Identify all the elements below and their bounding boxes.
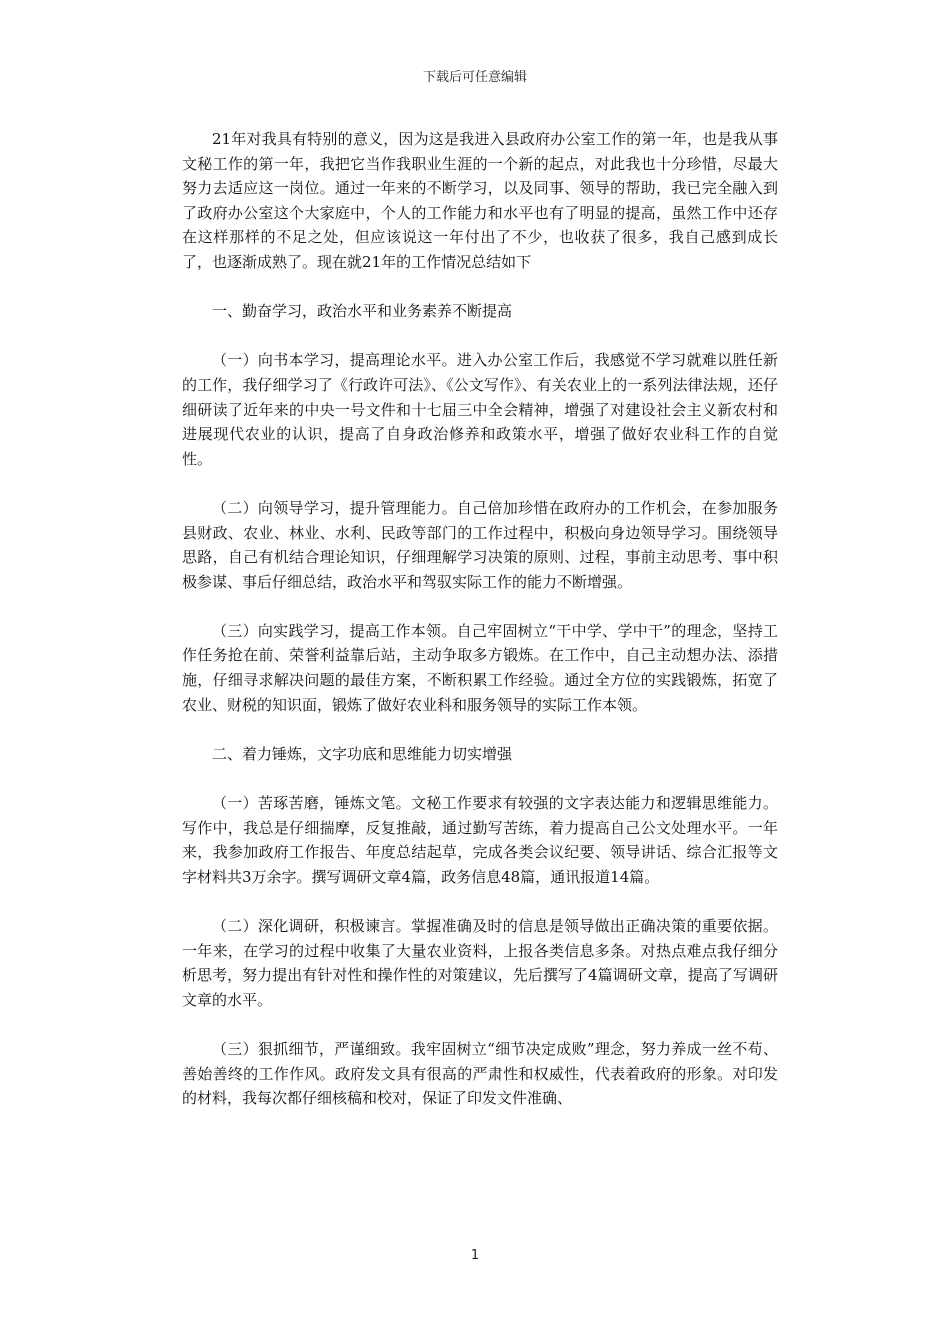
paragraph-gap	[182, 471, 778, 496]
paragraph-gap	[182, 594, 778, 619]
paragraph-gap	[182, 717, 778, 742]
section-2-heading: 二、着力锤炼，文字功底和思维能力切实增强	[212, 744, 513, 763]
section-2-paragraph-1: （一）苦琢苦磨，锤炼文笔。文秘工作要求有较强的文字表达能力和逻辑思维能力。写作中，我总是仔细揣摩，反复推敲，通过勤写苦练，着力提高自己公文处理水平。一年来，我参加政府工作报告、年度总结起草，完成各类会议纪要、领导讲话、综合汇报等文字材料共3万余字。撰写调研文章4篇，政务信息48篇，通讯报道14篇。	[182, 794, 778, 886]
section-1-paragraph-2: （二）向领导学习，提升管理能力。自己倍加珍惜在政府办的工作机会，在参加服务县财政、农业、林业、水利、民政等部门的工作过程中，积极向身边领导学习。围绕领导思路，自己有机结合理论知识，仔细理解学习决策的原则、过程，事前主动思考、事中积极参谋、事后仔细总结，政治水平和驾驭实际工作的能力不断增强。	[182, 498, 778, 591]
section-2-paragraph-3: （三）狠抓细节，严谨细致。我牢固树立“细节决定成败”理念，努力养成一丝不苟、善始善终的工作作风。政府发文具有很高的严肃性和权威性，代表着政府的形象。对印发的材料，我每次都仔细核稿和校对，保证了印发文件准确、	[182, 1039, 778, 1108]
page-header-note: 下载后可任意编辑	[422, 70, 527, 85]
section-2-paragraph-2: （二）深化调研，积极谏言。掌握准确及时的信息是领导做出正确决策的重要依据。一年来，在学习的过程中收集了大量农业资料，上报各类信息多条。对热点难点我仔细分析思考，努力提出有针对性和操作性的对策建议，先后撰写了4篇调研文章，提高了写调研文章的水平。	[182, 917, 778, 1009]
intro-paragraph: 21年对我具有特别的意义，因为这是我进入县政府办公室工作的第一年，也是我从事文秘工作的第一年，我把它当作我职业生涯的一个新的起点，对此我也十分珍惜，尽最大努力去适应这一岗位。通过一年来的不断学习，以及同事、领导的帮助，我已完全融入到了政府办公室这个大家庭中，个人的工作能力和水平也有了明显的提高，虽然工作中还存在这样那样的不足之处，但应该说这一年付出了不少，也收获了很多，我自己感到成长了，也逐渐成熟了。现在就21年的工作情况总结如下	[182, 130, 778, 271]
page-number: 1	[470, 1248, 480, 1263]
section-1-heading: 一、勤奋学习，政治水平和业务素养不断提高	[212, 302, 513, 321]
paragraph-gap	[182, 324, 778, 349]
document-body	[182, 127, 778, 1111]
paragraph-gap	[182, 889, 778, 914]
section-1-paragraph-1: （一）向书本学习，提高理论水平。进入办公室工作后，我感觉不学习就难以胜任新的工作，我仔细学习了《行政许可法》、《公文写作》、有关农业上的一系列法律法规，还仔细研读了近年来的中央一号文件和十七届三中全会精神，增强了对建设社会主义新农村和进展现代农业的认识，提高了自身政治修养和政策水平，增强了做好农业科工作的自觉性。	[182, 351, 778, 468]
section-1-paragraph-3: （三）向实践学习，提高工作本领。自己牢固树立“干中学、学中干”的理念，坚持工作任务抢在前、荣誉利益靠后站，主动争取多方锻炼。在工作中，自己主动想办法、添措施，仔细寻求解决问题的最佳方案，不断积累工作经验。通过全方位的实践锻炼，拓宽了农业、财税的知识面，锻炼了做好农业科和服务领导的实际工作本领。	[182, 621, 778, 714]
paragraph-gap	[182, 275, 778, 300]
paragraph-gap	[182, 766, 778, 791]
paragraph-gap	[182, 1012, 778, 1037]
